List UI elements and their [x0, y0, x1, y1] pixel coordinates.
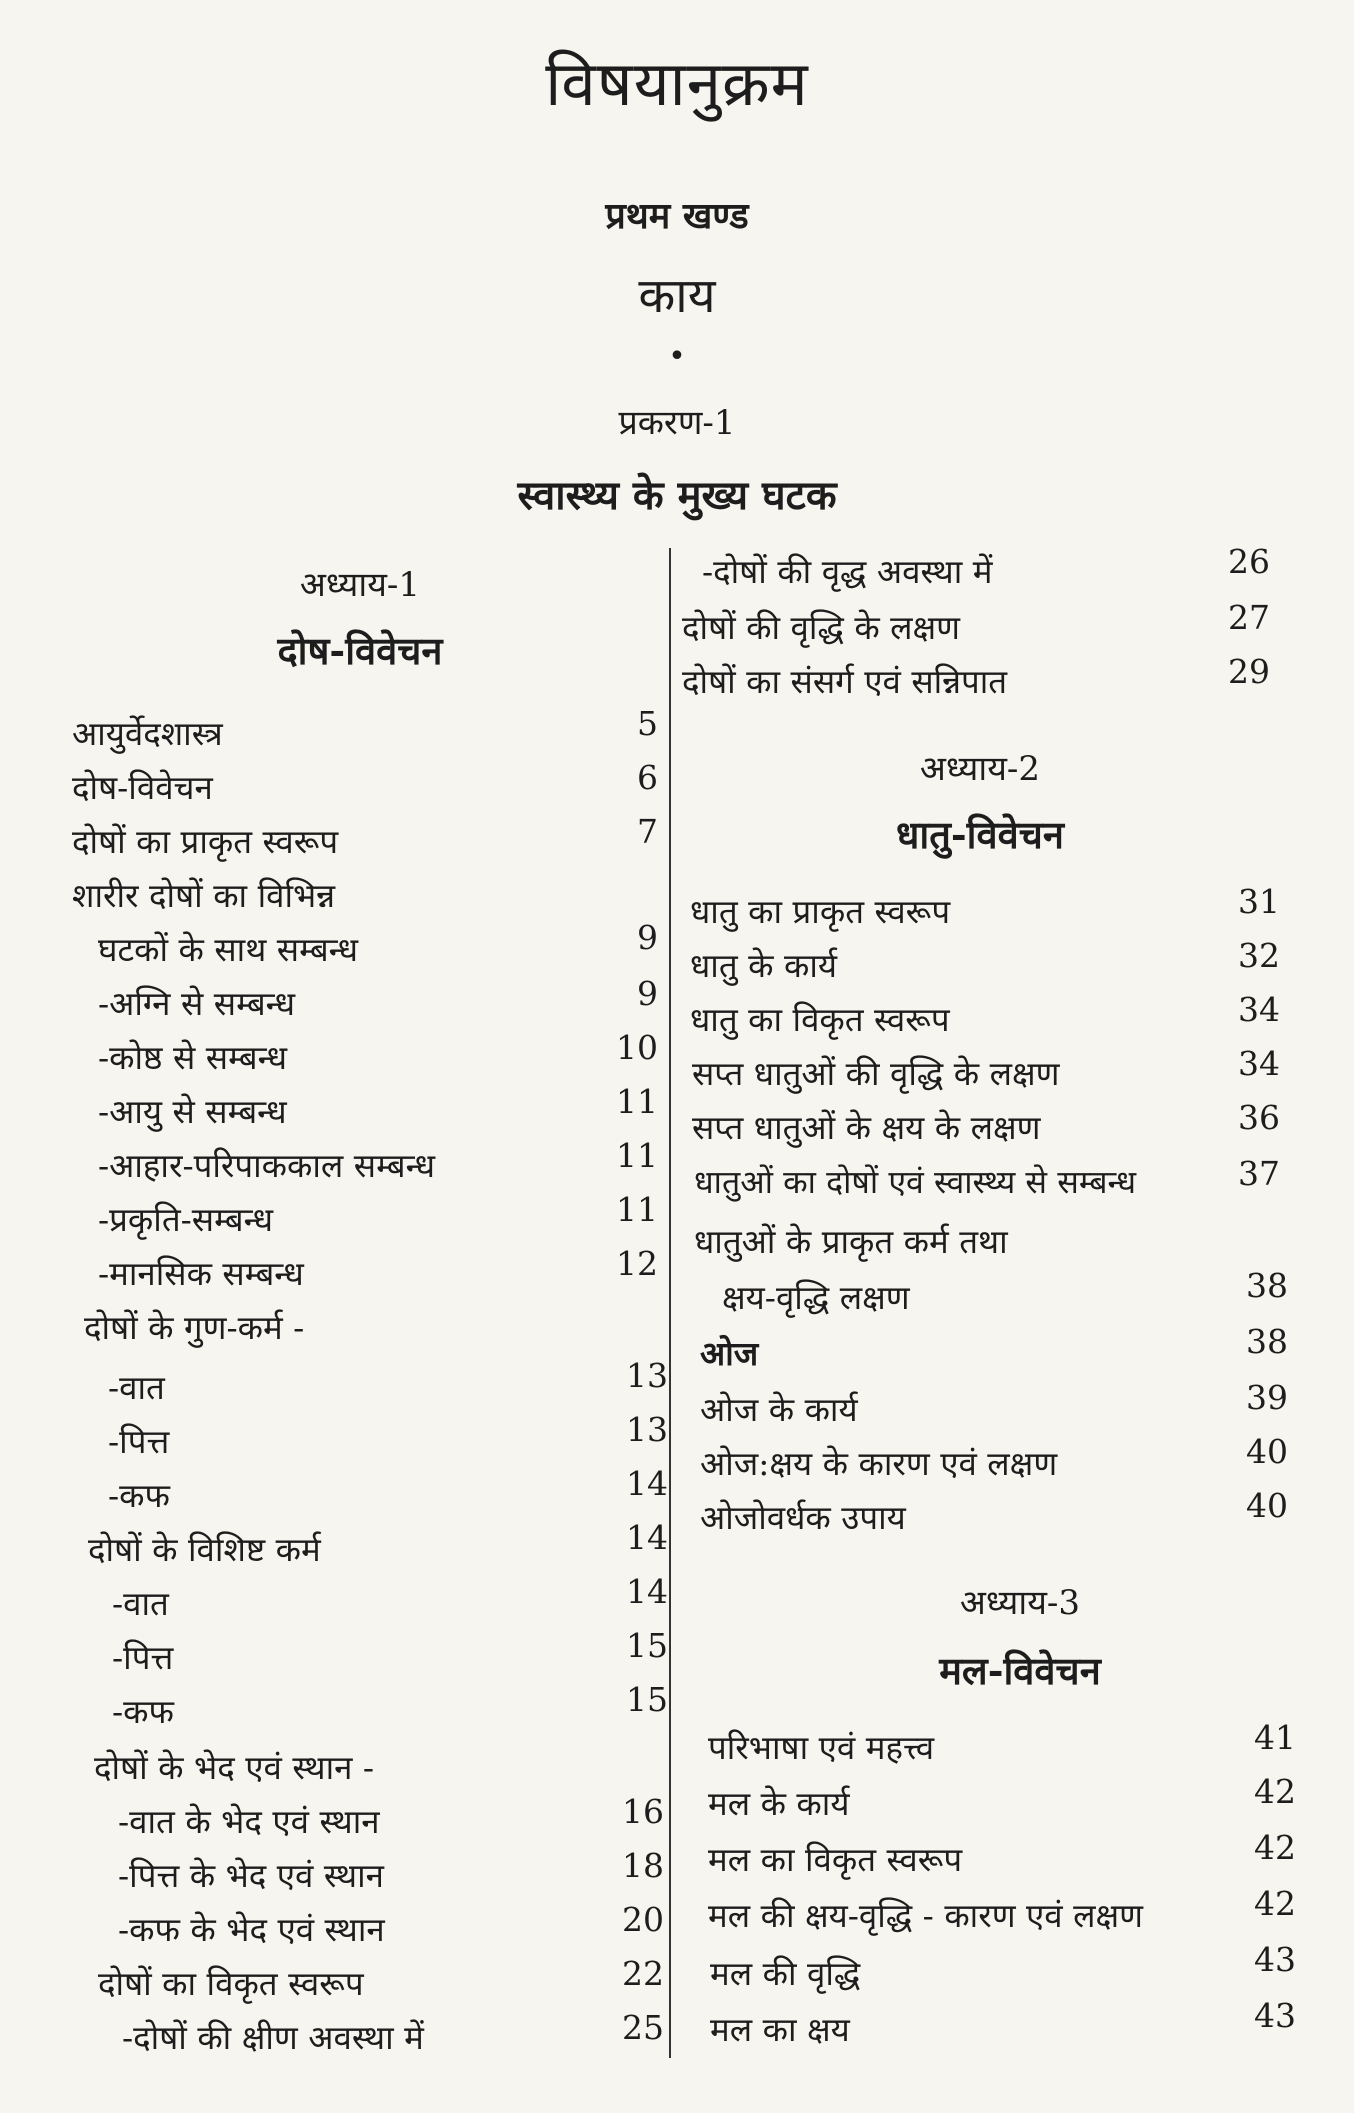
page-number: 9 — [637, 918, 658, 957]
page-number: 40 — [1246, 1486, 1288, 1525]
page-number: 38 — [1246, 1266, 1288, 1305]
toc-entry — [72, 818, 338, 863]
entry-text: -प्रकृति-सम्बन्ध — [98, 1200, 274, 1239]
toc-entry: ओज:क्षय के कारण एवं लक्षण — [700, 1444, 1058, 1483]
entry-text: -मानसिक सम्बन्ध — [98, 1254, 304, 1293]
entry-text: आयुर्वेदशास्त्र — [72, 714, 223, 753]
entry-text: -पित्त के भेद एवं स्थान — [118, 1856, 384, 1895]
page-number: 42 — [1254, 1772, 1296, 1811]
entry-text: -अग्नि से सम्बन्ध — [98, 984, 296, 1023]
page-number: 41 — [1254, 1718, 1296, 1757]
chapter-1-number: अध्याय-1 — [299, 565, 421, 605]
page-number: 18 — [622, 1846, 664, 1885]
toc-entry: -दोषों की वृद्ध अवस्था में — [702, 552, 993, 591]
toc-entry — [98, 1960, 364, 2005]
page-number: 31 — [1238, 882, 1280, 921]
page-number: 22 — [622, 1954, 664, 1993]
page-number: 12 — [616, 1244, 658, 1283]
page-number: 20 — [622, 1900, 664, 1939]
page-number: 42 — [1254, 1828, 1296, 1867]
entry-text: शारीर दोषों का विभिन्न — [72, 876, 336, 915]
bullet-separator: • — [668, 339, 686, 374]
page-number: 34 — [1238, 990, 1280, 1029]
page-number: 36 — [1238, 1098, 1280, 1137]
toc-entry — [98, 1034, 287, 1079]
entry-text: घटकों के साथ सम्बन्ध — [98, 930, 359, 969]
entry-text: -वात — [112, 1584, 169, 1623]
entry-text: -दोषों की क्षीण अवस्था में — [122, 2018, 424, 2057]
toc-entry: मल के कार्य — [708, 1784, 850, 1823]
page-number: 6 — [637, 758, 658, 797]
toc-entry — [118, 1852, 384, 1897]
page-number: 14 — [626, 1572, 668, 1611]
toc-entry: धातुओं के प्राकृत कर्म तथा — [694, 1222, 1008, 1261]
page-number: 43 — [1254, 1996, 1296, 2035]
toc-entry: मल का विकृत स्वरूप — [708, 1840, 963, 1879]
entry-text: -वात — [108, 1368, 165, 1407]
entry-text: -कफ — [108, 1476, 170, 1515]
toc-entry: धातु का प्राकृत स्वरूप — [690, 892, 951, 931]
toc-entry: परिभाषा एवं महत्त्व — [708, 1728, 935, 1767]
toc-entry: दोषों की वृद्धि के लक्षण — [682, 608, 961, 647]
column-divider — [669, 548, 671, 2058]
entry-text: -आहार-परिपाककाल सम्बन्ध — [98, 1146, 436, 1185]
toc-entry: धातु के कार्य — [690, 946, 838, 985]
page-number: 11 — [616, 1136, 658, 1175]
toc-entry: धातु का विकृत स्वरूप — [690, 1000, 950, 1039]
entry-text: दोषों का विकृत स्वरूप — [98, 1964, 364, 2003]
page-number: 5 — [637, 704, 658, 743]
toc-entry — [88, 1526, 321, 1571]
entry-text: -कफ — [112, 1692, 174, 1731]
toc-entry — [98, 980, 295, 1025]
toc-entry — [98, 926, 358, 971]
page-number: 7 — [637, 812, 658, 851]
page-number: 13 — [626, 1410, 668, 1449]
toc-entry: क्षय-वृद्धि लक्षण — [722, 1278, 910, 1317]
toc-entry — [98, 1196, 273, 1241]
page-number: 26 — [1228, 542, 1270, 581]
entry-text: -आयु से सम्बन्ध — [98, 1092, 287, 1131]
toc-entry: मल का क्षय — [710, 2010, 850, 2049]
page-number: 43 — [1254, 1940, 1296, 1979]
page-number: 11 — [616, 1190, 658, 1229]
page-number: 34 — [1238, 1044, 1280, 1083]
toc-entry — [72, 764, 213, 809]
toc-entry — [84, 1304, 304, 1349]
page-number: 9 — [637, 974, 658, 1013]
toc-entry — [118, 1798, 380, 1843]
page-number: 42 — [1254, 1884, 1296, 1923]
page-number: 38 — [1246, 1322, 1288, 1361]
entry-text: दोष-विवेचन — [72, 768, 213, 807]
entry-text: दोषों के विशिष्ट कर्म — [88, 1530, 321, 1569]
toc-entry: ओज के कार्य — [700, 1390, 858, 1429]
entry-text: दोषों का प्राकृत स्वरूप — [72, 822, 339, 861]
entry-text: दोषों के भेद एवं स्थान - — [94, 1748, 375, 1787]
toc-entry — [72, 872, 335, 917]
toc-entry — [112, 1688, 174, 1733]
toc-entry: मल की क्षय-वृद्धि - कारण एवं लक्षण — [708, 1896, 1144, 1935]
toc-entry — [112, 1634, 173, 1679]
chapter-2-title: धातु-विवेचन — [896, 812, 1064, 857]
page-number: 32 — [1238, 936, 1280, 975]
page-number: 14 — [626, 1518, 668, 1557]
page-number: 27 — [1228, 598, 1270, 637]
toc-entry — [108, 1418, 169, 1463]
toc-entry — [112, 1580, 169, 1625]
page-title: विषयानुक्रम — [545, 47, 809, 120]
toc-entry: मल की वृद्धि — [710, 1954, 861, 1993]
page-number: 11 — [616, 1082, 658, 1121]
toc-entry — [72, 710, 223, 755]
page-number: 29 — [1228, 652, 1270, 691]
toc-entry — [98, 1142, 435, 1187]
entry-text: दोषों के गुण-कर्म - — [84, 1308, 305, 1347]
toc-entry — [98, 1250, 304, 1295]
entry-text: -कफ के भेद एवं स्थान — [118, 1910, 385, 1949]
toc-entry: दोषों का संसर्ग एवं सन्निपात — [682, 662, 1008, 701]
page-number: 15 — [626, 1680, 668, 1719]
chapter-3-title: मल-विवेचन — [939, 1648, 1101, 1693]
page-number: 13 — [626, 1356, 668, 1395]
entry-text: -पित्त — [108, 1422, 170, 1461]
toc-entry — [98, 1088, 287, 1133]
chapter-2-number: अध्याय-2 — [919, 749, 1041, 789]
toc-entry — [94, 1744, 374, 1789]
toc-entry: ओज — [700, 1334, 759, 1373]
prakaran-label: प्रकरण-1 — [618, 403, 736, 443]
toc-entry — [122, 2014, 424, 2059]
entry-text: -कोष्ठ से सम्बन्ध — [98, 1038, 288, 1077]
chapter-3-number: अध्याय-3 — [959, 1583, 1081, 1623]
chapter-1-title: दोष-विवेचन — [277, 628, 443, 673]
page-number: 40 — [1246, 1432, 1288, 1471]
toc-entry: सप्त धातुओं की वृद्धि के लक्षण — [692, 1054, 1060, 1093]
page-number: 14 — [626, 1464, 668, 1503]
toc-entry: सप्त धातुओं के क्षय के लक्षण — [692, 1108, 1041, 1147]
page-number: 39 — [1246, 1378, 1288, 1417]
entry-text: -पित्त — [112, 1638, 174, 1677]
page-number: 25 — [622, 2008, 664, 2047]
part-heading: काय — [638, 268, 716, 324]
toc-entry: ओजोवर्धक उपाय — [700, 1498, 906, 1537]
page-number: 16 — [622, 1792, 664, 1831]
prakaran-title: स्वास्थ्य के मुख्य घटक — [517, 472, 837, 519]
page-number: 37 — [1238, 1154, 1280, 1193]
toc-entry — [108, 1472, 170, 1517]
toc-entry: धातुओं का दोषों एवं स्वास्थ्य से सम्बन्ध — [694, 1163, 1137, 1201]
entry-text: -वात के भेद एवं स्थान — [118, 1802, 380, 1841]
page-number: 15 — [626, 1626, 668, 1665]
toc-entry — [118, 1906, 385, 1951]
section-heading: प्रथम खण्ड — [605, 195, 749, 237]
toc-entry — [108, 1364, 165, 1409]
page-number: 10 — [616, 1028, 658, 1067]
